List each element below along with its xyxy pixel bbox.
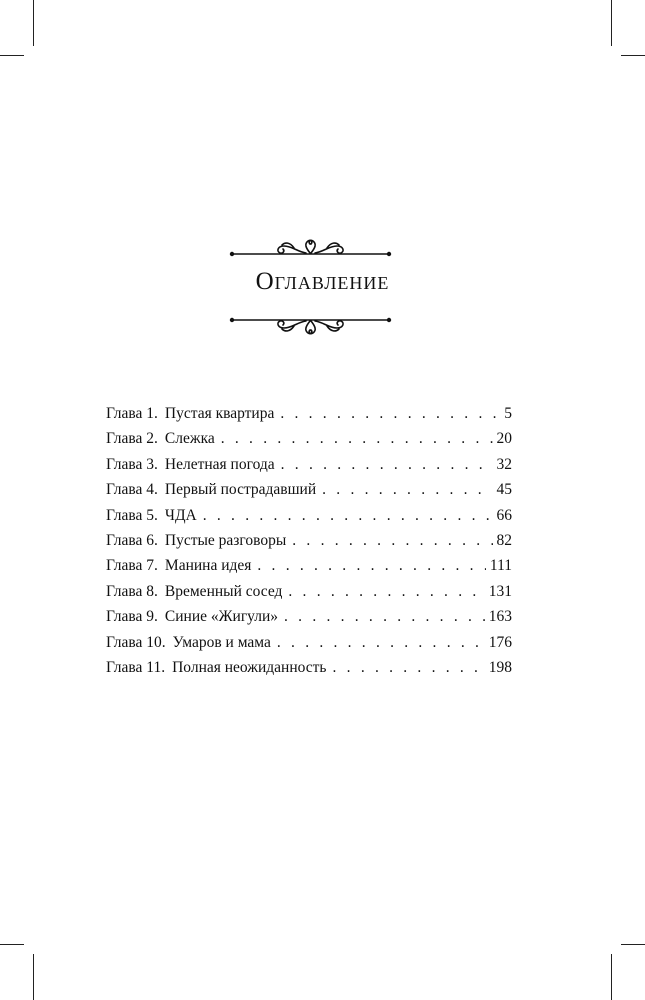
dot-leader <box>288 579 484 604</box>
chapter-title: Синие «Жигули» <box>164 608 279 626</box>
chapter-title: Манина идея <box>164 557 252 575</box>
crop-mark-top-left-horizontal <box>0 55 24 56</box>
page-number: 82 <box>496 531 512 549</box>
chapter-number: Глава 10. <box>106 633 166 651</box>
crop-mark-bottom-left-horizontal <box>0 944 24 945</box>
toc-entry[interactable] <box>106 503 512 528</box>
dot-leader <box>277 630 485 655</box>
page-number: 20 <box>496 430 512 448</box>
chapter-title: Нелетная погода <box>164 455 275 473</box>
page-number: 45 <box>496 481 512 499</box>
crop-mark-top-right-horizontal <box>621 55 645 56</box>
dot-leader <box>203 503 493 528</box>
chapter-number: Глава 6. <box>106 531 158 549</box>
crop-mark-top-left-vertical <box>33 0 34 46</box>
chapter-title: Пустая квартира <box>164 405 275 422</box>
chapter-title: Пустые разговоры <box>164 531 287 549</box>
chapter-number: Глава 5. <box>106 506 158 524</box>
toc-entry[interactable] <box>106 630 512 655</box>
dot-leader <box>322 477 492 502</box>
chapter-number: Глава 8. <box>106 582 158 600</box>
chapter-number: Глава 4. <box>106 481 158 499</box>
toc-entry[interactable] <box>106 477 512 502</box>
chapter-title: Полная неожиданность <box>172 658 327 676</box>
table-of-contents <box>106 401 512 680</box>
toc-entry[interactable] <box>106 452 512 477</box>
dot-leader <box>257 553 485 578</box>
page-number: 176 <box>488 633 512 651</box>
page-number: 66 <box>496 506 512 524</box>
chapter-number: Глава 3. <box>106 455 158 473</box>
dot-leader <box>280 401 500 426</box>
toc-entry[interactable] <box>106 604 512 629</box>
page-number: 198 <box>488 658 512 676</box>
top-flourish-ornament <box>228 236 393 262</box>
dot-leader <box>221 426 493 451</box>
chapter-title: Слежка <box>164 430 215 448</box>
crop-mark-bottom-left-vertical <box>33 954 34 1000</box>
dot-leader <box>281 452 493 477</box>
chapter-title: Временный сосед <box>164 582 283 600</box>
page-number: 5 <box>504 405 512 422</box>
toc-entry[interactable] <box>106 528 512 553</box>
bottom-flourish-ornament <box>228 312 393 338</box>
crop-mark-bottom-right-horizontal <box>621 944 645 945</box>
chapter-number: Глава 1. <box>106 405 158 422</box>
dot-leader <box>292 528 492 553</box>
dot-leader <box>284 604 485 629</box>
chapter-number: Глава 2. <box>106 430 158 448</box>
toc-entry[interactable] <box>106 655 512 680</box>
chapter-title: Умаров и мама <box>172 633 271 651</box>
crop-mark-bottom-right-vertical <box>611 954 612 1000</box>
toc-entry[interactable] <box>106 579 512 604</box>
crop-mark-top-right-vertical <box>611 0 612 46</box>
toc-entry[interactable] <box>106 401 512 426</box>
page-number: 163 <box>488 608 512 626</box>
chapter-title: ЧДА <box>164 506 197 524</box>
toc-entry[interactable] <box>106 553 512 578</box>
chapter-number: Глава 9. <box>106 608 158 626</box>
contents-title: Оглавление <box>255 268 390 295</box>
chapter-title: Первый пострадавший <box>164 481 317 499</box>
page-number: 111 <box>489 557 512 575</box>
chapter-number: Глава 7. <box>106 557 158 575</box>
chapter-number: Глава 11. <box>106 658 166 676</box>
page-number: 32 <box>496 455 512 473</box>
dot-leader <box>333 655 485 680</box>
page-number: 131 <box>488 582 512 600</box>
toc-entry[interactable] <box>106 426 512 451</box>
